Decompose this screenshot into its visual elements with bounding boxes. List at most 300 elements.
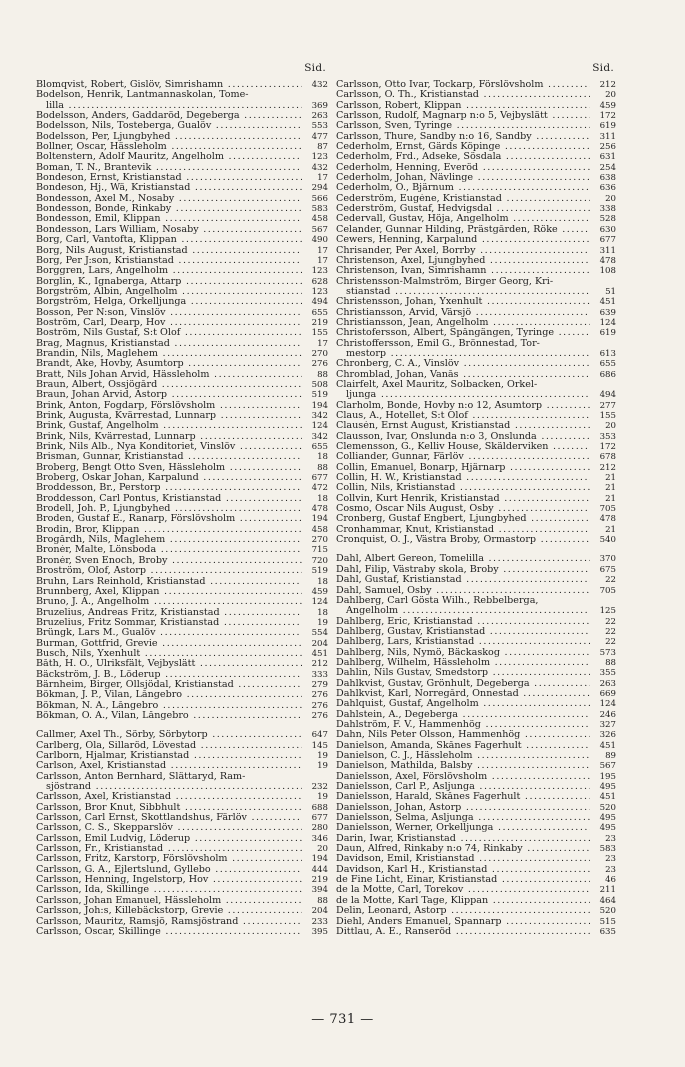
entry-page-number: 628 bbox=[311, 276, 328, 287]
entry-page-number: 519 bbox=[311, 390, 328, 401]
entry-name: Broström, Olof, Åstorp ..... bbox=[36, 566, 302, 576]
directory-entry bbox=[336, 896, 616, 906]
entry-name: Borglin, K., Ignaberga, Attarp ..... bbox=[36, 277, 302, 287]
entry-name: Cronhammar, Knut, Kristianstad ..... bbox=[336, 525, 590, 535]
directory-entry bbox=[36, 235, 328, 245]
directory-entry bbox=[36, 514, 328, 524]
entry-page-number: 459 bbox=[311, 586, 328, 597]
entry-name: Brogårdh, Nils, Maglehem ..... bbox=[36, 535, 302, 545]
entry-name: Collin, Emanuel, Bonarp, Hjärnarp ..... bbox=[336, 463, 590, 473]
directory-entry bbox=[336, 927, 616, 937]
entry-name: Carlsson, Robert, Klippan ..... bbox=[336, 101, 590, 111]
entry-name: Christiansson, Jean, Ängelholm ..... bbox=[336, 318, 590, 328]
entry-name: Carlsson, C. S., Skepparslöv ..... bbox=[36, 823, 302, 833]
directory-entry bbox=[36, 834, 328, 844]
entry-page-number: 212 bbox=[599, 80, 616, 90]
entry-page-number: 21 bbox=[605, 524, 616, 535]
entry-name: stianstad ..... bbox=[336, 287, 590, 297]
entry-name: Claus, A., Hotellet, S:t Olof ..... bbox=[336, 411, 590, 421]
entry-page-number: 631 bbox=[599, 152, 616, 163]
directory-entry bbox=[336, 194, 616, 204]
directory-entry bbox=[336, 235, 616, 245]
entry-page-number: 490 bbox=[311, 235, 328, 246]
entry-page-number: 458 bbox=[311, 524, 328, 535]
entry-page-number: 256 bbox=[599, 142, 616, 153]
entry-page-number: 172 bbox=[599, 111, 616, 122]
page-number: — 731 — bbox=[311, 1012, 374, 1027]
directory-entry bbox=[336, 834, 616, 844]
entry-page-number: 432 bbox=[311, 80, 328, 90]
entry-page-number: 554 bbox=[311, 628, 328, 639]
directory-entry bbox=[336, 854, 616, 864]
entry-name: Danielson, Mathilda, Balsby ..... bbox=[336, 761, 590, 771]
entry-page-number: 279 bbox=[311, 679, 328, 690]
entry-name: Carlsson, Oscar, Skillinge ..... bbox=[36, 927, 302, 937]
directory-entry bbox=[36, 670, 328, 680]
directory-entry bbox=[36, 452, 328, 462]
entry-page-number: 520 bbox=[599, 906, 616, 917]
entry-page-number: 17 bbox=[317, 245, 328, 256]
directory-entry bbox=[36, 256, 328, 266]
section-gap bbox=[36, 721, 328, 730]
entry-name: Celander, Gunnar Hilding, Prästgården, Röke ..... bbox=[336, 225, 590, 235]
entry-page-number: 88 bbox=[317, 895, 328, 906]
directory-entry bbox=[36, 896, 328, 906]
directory-entry bbox=[336, 741, 616, 751]
entry-page-number: 519 bbox=[311, 566, 328, 577]
entry-page-number: 369 bbox=[311, 100, 328, 111]
entry-name: Dahlberg, Wilhelm, Hässleholm ..... bbox=[336, 658, 590, 668]
entry-name: Bondesson, Bonde, Rinkaby ..... bbox=[36, 204, 302, 214]
directory-entry bbox=[36, 473, 328, 483]
directory-entry bbox=[336, 214, 616, 224]
entry-page-number: 194 bbox=[311, 400, 328, 411]
entry-name: Braun, Johan Arvid, Åstorp ..... bbox=[36, 390, 302, 400]
entry-name: Carlborn, Hjalmar, Kristianstad ..... bbox=[36, 751, 302, 761]
directory-entry bbox=[336, 772, 616, 782]
entry-page-number: 566 bbox=[311, 193, 328, 204]
entry-name: Dittlau, A. E., Ranseröd ..... bbox=[336, 927, 590, 937]
directory-entry bbox=[36, 411, 328, 421]
right-column bbox=[336, 62, 616, 937]
entry-name: Dahlberg, Lars, Kristianstad ..... bbox=[336, 637, 590, 647]
entry-name: Bondeson, Ernst, Kristianstad ..... bbox=[36, 173, 302, 183]
entry-name: Bodelson, Henrik, Lantmannaskolan, Tome- bbox=[36, 90, 249, 101]
section-gap bbox=[336, 545, 616, 554]
entry-name: Cederholm, Henning, Everöd ..... bbox=[336, 163, 590, 173]
entry-name: Bruzelius, Fritz Sommar, Kristianstad ..... bbox=[36, 618, 302, 628]
entry-name: Clarholm, Bonde, Hovby n:o 12, Åsumtorp ..... bbox=[336, 401, 590, 411]
entry-page-number: 346 bbox=[311, 833, 328, 844]
entry-name: Cedervall, Gustav, Höja, Ängelholm ..... bbox=[336, 214, 590, 224]
entry-page-number: 677 bbox=[311, 813, 328, 824]
entry-page-number: 194 bbox=[311, 514, 328, 525]
entry-name: Brandt, Åke, Hovby, Åsumtorp ..... bbox=[36, 359, 302, 369]
entry-name: Brink, Nils Alb., Nya Konditoriet, Vinslöv ..... bbox=[36, 442, 302, 452]
entry-name: Boltenstern, Adolf Mauritz, Ängelholm ..... bbox=[36, 152, 302, 162]
entry-name: Clairfelt, Axel Mauritz, Solbacken, Örkel- bbox=[336, 379, 538, 390]
directory-entry bbox=[336, 390, 616, 400]
entry-page-number: 444 bbox=[311, 864, 328, 875]
directory-entry bbox=[336, 606, 616, 616]
entry-name: sjöstrand ..... bbox=[36, 782, 302, 792]
entry-name: Christoffersson, Emil G., Brönnestad, Tor- bbox=[336, 338, 540, 349]
directory-entry bbox=[336, 380, 616, 390]
entry-page-number: 478 bbox=[311, 504, 328, 515]
entry-page-number: 124 bbox=[311, 597, 328, 608]
directory-entry bbox=[36, 761, 328, 771]
directory-entry bbox=[336, 730, 616, 740]
entry-name: Danielson, Amanda, Skånes Fagerhult ..... bbox=[336, 741, 590, 751]
directory-entry bbox=[36, 339, 328, 349]
entry-page-number: 311 bbox=[599, 131, 616, 142]
entry-name: Bärnheim, Birger, Öllsjödal, Kristianstad ..... bbox=[36, 680, 302, 690]
directory-entry bbox=[336, 339, 616, 349]
directory-entry bbox=[36, 649, 328, 659]
entry-name: Blomqvist, Robert, Gislöv, Simrishamn ..... bbox=[36, 80, 302, 90]
entry-name: Chromblad, Johan, Vanås ..... bbox=[336, 370, 590, 380]
entry-page-number: 459 bbox=[599, 100, 616, 111]
directory-entry bbox=[36, 823, 328, 833]
entry-name: Bondesson, Axel M., Nosaby ..... bbox=[36, 194, 302, 204]
entry-name: Collin, H. W., Kristianstad ..... bbox=[336, 473, 590, 483]
directory-entry bbox=[36, 277, 328, 287]
entry-page-number: 342 bbox=[311, 431, 328, 442]
entry-page-number: 89 bbox=[605, 751, 616, 761]
entry-name: Bondeson, Hj., Wä, Kristianstad ..... bbox=[36, 183, 302, 193]
entry-page-number: 464 bbox=[599, 895, 616, 906]
entry-page-number: 18 bbox=[317, 493, 328, 504]
entry-name: Davidson, Emil, Kristianstad ..... bbox=[336, 854, 590, 864]
entry-name: Clemensson, G., Kelliv House, Skälderviken ..... bbox=[336, 442, 590, 452]
directory-entry bbox=[36, 246, 328, 256]
entry-page-number: 451 bbox=[311, 648, 328, 659]
directory-entry bbox=[36, 359, 328, 369]
entry-name: Bökman, O. A., Vilan, Långebro ..... bbox=[36, 711, 302, 721]
entry-name: Bronér, Sven Enoch, Broby ..... bbox=[36, 556, 302, 566]
entry-page-number: 19 bbox=[317, 761, 328, 772]
directory-entry bbox=[336, 906, 616, 916]
entry-page-number: 638 bbox=[599, 173, 616, 184]
entry-page-number: 515 bbox=[599, 916, 616, 927]
entry-name: Callmer, Axel Th., Sörby, Sörbytorp ..... bbox=[36, 730, 302, 740]
directory-entry bbox=[336, 183, 616, 193]
entry-name: Borg, Per J:son, Kristianstad ..... bbox=[36, 256, 302, 266]
entry-page-number: 655 bbox=[311, 442, 328, 453]
entry-name: Cederström, Eugéne, Kristianstad ..... bbox=[336, 194, 590, 204]
directory-entry bbox=[336, 627, 616, 637]
entry-page-number: 18 bbox=[317, 576, 328, 587]
entry-page-number: 494 bbox=[599, 390, 616, 401]
directory-entry bbox=[36, 214, 328, 224]
entry-name: Broddesson, Carl Pontus, Kristianstad ..... bbox=[36, 494, 302, 504]
entry-name: Dahlkvist, Karl, Norregård, Önnestad ..... bbox=[336, 689, 590, 699]
directory-entry bbox=[336, 554, 616, 564]
directory-entry bbox=[36, 680, 328, 690]
directory-entry bbox=[36, 906, 328, 916]
entry-page-number: 46 bbox=[605, 875, 616, 886]
entry-page-number: 276 bbox=[311, 700, 328, 711]
entry-page-number: 478 bbox=[599, 514, 616, 525]
directory-entry bbox=[36, 194, 328, 204]
directory-entry bbox=[36, 556, 328, 566]
entry-name: Brandin, Nils, Maglehem ..... bbox=[36, 349, 302, 359]
entry-name: Dahlquist, Gustaf, Ängelholm ..... bbox=[336, 699, 590, 709]
entry-name: Carlberg, Ola, Sillaröd, Lövestad ..... bbox=[36, 741, 302, 751]
entry-page-number: 619 bbox=[599, 328, 616, 339]
entry-page-number: 675 bbox=[599, 564, 616, 575]
entry-name: Danielson, C. J., Hässleholm ..... bbox=[336, 751, 590, 761]
entry-page-number: 338 bbox=[599, 204, 616, 215]
directory-entry bbox=[336, 617, 616, 627]
entry-name: Boman, T. N., Brantevik ..... bbox=[36, 163, 302, 173]
entry-name: Chrisander, Per Axel, Borrby ..... bbox=[336, 246, 590, 256]
entry-name: Carlsson, Henning, Ingelstorp, Hov ..... bbox=[36, 875, 302, 885]
entry-name: Darin, Iwar, Kristianstad ..... bbox=[336, 834, 590, 844]
directory-entry bbox=[36, 173, 328, 183]
entry-page-number: 677 bbox=[311, 473, 328, 484]
entry-page-number: 277 bbox=[599, 400, 616, 411]
directory-entry bbox=[36, 711, 328, 721]
entry-name: Carlsson, O. Th., Kristianstad ..... bbox=[336, 90, 590, 100]
entry-name: Dahlstein, A., Degeberga ..... bbox=[336, 710, 590, 720]
entry-name: Boström, Nils Gustaf, S:t Olof ..... bbox=[36, 328, 302, 338]
entry-name: Carlsson, Anton Bernhard, Slättaryd, Ram- bbox=[36, 771, 246, 782]
entry-page-number: 342 bbox=[311, 411, 328, 421]
entry-page-number: 124 bbox=[311, 421, 328, 432]
entry-page-number: 508 bbox=[311, 379, 328, 390]
directory-entry bbox=[36, 101, 328, 111]
entry-page-number: 124 bbox=[599, 317, 616, 328]
entry-name: Broden, Gustaf E., Ranarp, Förslövsholm ..... bbox=[36, 514, 302, 524]
directory-entry bbox=[336, 225, 616, 235]
entry-page-number: 395 bbox=[311, 926, 328, 937]
entry-name: Bodelsson, Nils, Tosteberga, Gualöv ..... bbox=[36, 121, 302, 131]
directory-entry bbox=[36, 297, 328, 307]
entry-name: Dahlberg, Eric, Kristianstad ..... bbox=[336, 617, 590, 627]
directory-entry bbox=[336, 885, 616, 895]
directory-entry bbox=[36, 597, 328, 607]
entry-name: Brink, Anton, Fogdarp, Förslövsholm ..... bbox=[36, 401, 302, 411]
directory-entry bbox=[36, 183, 328, 193]
directory-entry bbox=[36, 803, 328, 813]
entry-name: ljunga ..... bbox=[336, 390, 590, 400]
entry-page-number: 478 bbox=[599, 255, 616, 266]
entry-page-number bbox=[590, 277, 616, 287]
entry-page-number: 270 bbox=[311, 535, 328, 546]
entry-name: Carlsson, Ida, Skillinge ..... bbox=[36, 885, 302, 895]
entry-page-number: 87 bbox=[317, 142, 328, 153]
directory-entry bbox=[36, 80, 328, 90]
entry-page-number: 655 bbox=[311, 307, 328, 318]
entry-page-number: 327 bbox=[599, 719, 616, 730]
directory-entry bbox=[336, 432, 616, 442]
directory-entry bbox=[36, 751, 328, 761]
entry-page-number: 17 bbox=[317, 255, 328, 266]
directory-entry bbox=[336, 142, 616, 152]
directory-entry bbox=[336, 699, 616, 709]
entry-page-number: 451 bbox=[599, 792, 616, 803]
entry-page-number: 573 bbox=[599, 647, 616, 658]
directory-entry bbox=[36, 741, 328, 751]
entry-page-number: 124 bbox=[599, 699, 616, 710]
directory-entry bbox=[336, 246, 616, 256]
entry-name: Clausson, Ivar, Onslunda n:o 3, Onslunda ..... bbox=[336, 432, 590, 442]
entry-name: Bäckström, J. B., Löderup ..... bbox=[36, 670, 302, 680]
directory-entry bbox=[336, 349, 616, 359]
entry-name: Bodelsson, Per, Ljungbyhed ..... bbox=[36, 132, 302, 142]
entry-page-number: 276 bbox=[311, 690, 328, 701]
entry-page-number bbox=[302, 772, 328, 782]
entry-name: Chronberg, C. A., Vinslöv ..... bbox=[336, 359, 590, 369]
entry-page-number: 567 bbox=[599, 761, 616, 772]
directory-entry bbox=[336, 473, 616, 483]
directory-entry bbox=[36, 628, 328, 638]
entry-page-number: 333 bbox=[311, 669, 328, 680]
directory-entry bbox=[36, 432, 328, 442]
directory-entry bbox=[336, 761, 616, 771]
directory-entry bbox=[336, 565, 616, 575]
entry-page-number: 51 bbox=[605, 286, 616, 297]
entry-name: Cewers, Henning, Karpalund ..... bbox=[336, 235, 590, 245]
directory-entry bbox=[336, 535, 616, 545]
directory-entry bbox=[36, 204, 328, 214]
entry-name: Danielsson, Selma, Åsljunga ..... bbox=[336, 813, 590, 823]
directory-entry bbox=[336, 328, 616, 338]
directory-entry bbox=[36, 370, 328, 380]
directory-entry bbox=[36, 917, 328, 927]
entry-page-number: 246 bbox=[599, 709, 616, 720]
directory-entry bbox=[336, 318, 616, 328]
entry-name: Collin, Nils, Kristianstad ..... bbox=[336, 483, 590, 493]
directory-entry bbox=[36, 287, 328, 297]
directory-entry bbox=[336, 463, 616, 473]
entry-page-number: 22 bbox=[605, 626, 616, 637]
entry-name: Dahlberg, Nils, Nymö, Bäckaskog ..... bbox=[336, 648, 590, 658]
directory-entry bbox=[36, 690, 328, 700]
entry-name: Danielsson, Axel, Förslövsholm ..... bbox=[336, 772, 590, 782]
directory-entry bbox=[336, 813, 616, 823]
directory-entry bbox=[36, 772, 328, 782]
entry-page-number: 655 bbox=[599, 359, 616, 370]
entry-name: Danielsson, Werner, Örkelljunga ..... bbox=[336, 823, 590, 833]
entry-name: Carlsson, Otto Ivar, Tockarp, Förslövsholm ..... bbox=[336, 80, 590, 90]
entry-page-number: 311 bbox=[599, 245, 616, 256]
directory-entry bbox=[336, 483, 616, 493]
entry-name: Christiansson, Arvid, Värsjö ..... bbox=[336, 308, 590, 318]
entry-name: Cederholm, Frd., Adseke, Sösdala ..... bbox=[336, 152, 590, 162]
entry-name: Brink, Gustaf, Ängelholm ..... bbox=[36, 421, 302, 431]
entry-page-number: 123 bbox=[311, 152, 328, 163]
directory-entry bbox=[36, 608, 328, 618]
entry-page-number: 432 bbox=[311, 162, 328, 173]
directory-entry bbox=[336, 370, 616, 380]
entry-page-number: 232 bbox=[311, 782, 328, 793]
entry-name: Carlsson, Bror Knut, Sibbhult ..... bbox=[36, 803, 302, 813]
entry-page-number: 88 bbox=[605, 657, 616, 668]
entry-name: Dahn, Nils Peter Olsson, Hammenhög ..... bbox=[336, 730, 590, 740]
entry-name: Cronquist, O. J., Västra Broby, Ormastorp ..... bbox=[336, 535, 590, 545]
entry-page-number: 88 bbox=[317, 369, 328, 380]
entry-name: Broberg, Bengt Otto Sven, Hässleholm ..... bbox=[36, 463, 302, 473]
entry-page-number: 458 bbox=[311, 214, 328, 225]
entry-name: Carlsson, Carl Ernst, Skottlandshus, Färlöv ..... bbox=[36, 813, 302, 823]
entry-name: Braun, Albert, Össjögård ..... bbox=[36, 380, 302, 390]
directory-entry bbox=[36, 639, 328, 649]
directory-entry bbox=[36, 142, 328, 152]
entry-name: Colliander, Gunnar, Färlöv ..... bbox=[336, 452, 590, 462]
entry-name: Bratt, Nils Johan Arvid, Hässleholm ..... bbox=[36, 370, 302, 380]
entry-name: Bökman, N. A., Långebro ..... bbox=[36, 701, 302, 711]
entry-name: Collvin, Kurt Henrik, Kristianstad ..... bbox=[336, 494, 590, 504]
directory-entry bbox=[36, 90, 328, 100]
directory-entry bbox=[336, 782, 616, 792]
directory-entry bbox=[336, 803, 616, 813]
right-sid-header: Sid. bbox=[592, 62, 614, 74]
directory-entry bbox=[36, 885, 328, 895]
directory-entry bbox=[336, 421, 616, 431]
entry-name: de Fine Licht, Einar, Kristianstad ..... bbox=[336, 875, 590, 885]
entry-page-number: 219 bbox=[311, 875, 328, 886]
entry-page-number: 88 bbox=[317, 462, 328, 473]
entry-page-number: 20 bbox=[605, 421, 616, 432]
directory-entry bbox=[336, 917, 616, 927]
entry-page-number: 22 bbox=[605, 637, 616, 648]
directory-entry bbox=[336, 658, 616, 668]
entry-page-number bbox=[302, 90, 328, 100]
left-entry-list bbox=[36, 80, 328, 937]
directory-entry bbox=[36, 121, 328, 131]
entry-page-number: 583 bbox=[311, 204, 328, 215]
entry-page-number: 495 bbox=[599, 813, 616, 824]
directory-entry bbox=[36, 730, 328, 740]
entry-name: Dahlkvist, Gustav, Grönhult, Degeberga ..... bbox=[336, 679, 590, 689]
directory-entry bbox=[36, 659, 328, 669]
directory-entry bbox=[336, 256, 616, 266]
entry-page-number: 20 bbox=[605, 193, 616, 204]
entry-name: Dahl, Gustaf, Kristianstad ..... bbox=[336, 575, 590, 585]
entry-page-number: 720 bbox=[311, 555, 328, 566]
directory-entry bbox=[36, 111, 328, 121]
entry-page-number: 263 bbox=[311, 111, 328, 122]
entry-name: Cederström, Gustaf, Hedvigsdal ..... bbox=[336, 204, 590, 214]
entry-page-number: 233 bbox=[311, 916, 328, 927]
entry-page-number: 263 bbox=[599, 678, 616, 689]
entry-page-number: 23 bbox=[605, 864, 616, 875]
directory-entry bbox=[336, 720, 616, 730]
directory-entry bbox=[36, 152, 328, 162]
entry-page-number bbox=[590, 596, 616, 606]
entry-page-number: 688 bbox=[311, 802, 328, 813]
directory-entry bbox=[36, 927, 328, 937]
directory-entry bbox=[36, 266, 328, 276]
entry-page-number: 155 bbox=[599, 411, 616, 421]
entry-name: de la Motte, Karl Tage, Klippan ..... bbox=[336, 896, 590, 906]
right-entry-list bbox=[336, 80, 616, 937]
directory-entry bbox=[336, 90, 616, 100]
entry-page-number: 451 bbox=[599, 740, 616, 751]
left-sid-header: Sid. bbox=[304, 62, 326, 74]
entry-page-number: 567 bbox=[311, 224, 328, 235]
directory-entry bbox=[336, 266, 616, 276]
entry-name: Cederholm, O., Bjärnum ..... bbox=[336, 183, 590, 193]
entry-name: Dahlberg, Carl Gösta Wilh., Rebbelberga, bbox=[336, 595, 539, 606]
entry-name: Brodin, Bror, Klippan ..... bbox=[36, 525, 302, 535]
directory-entry bbox=[336, 132, 616, 142]
directory-entry bbox=[36, 308, 328, 318]
entry-name: Dahl, Filip, Västraby skola, Broby ..... bbox=[336, 565, 590, 575]
directory-entry bbox=[36, 483, 328, 493]
